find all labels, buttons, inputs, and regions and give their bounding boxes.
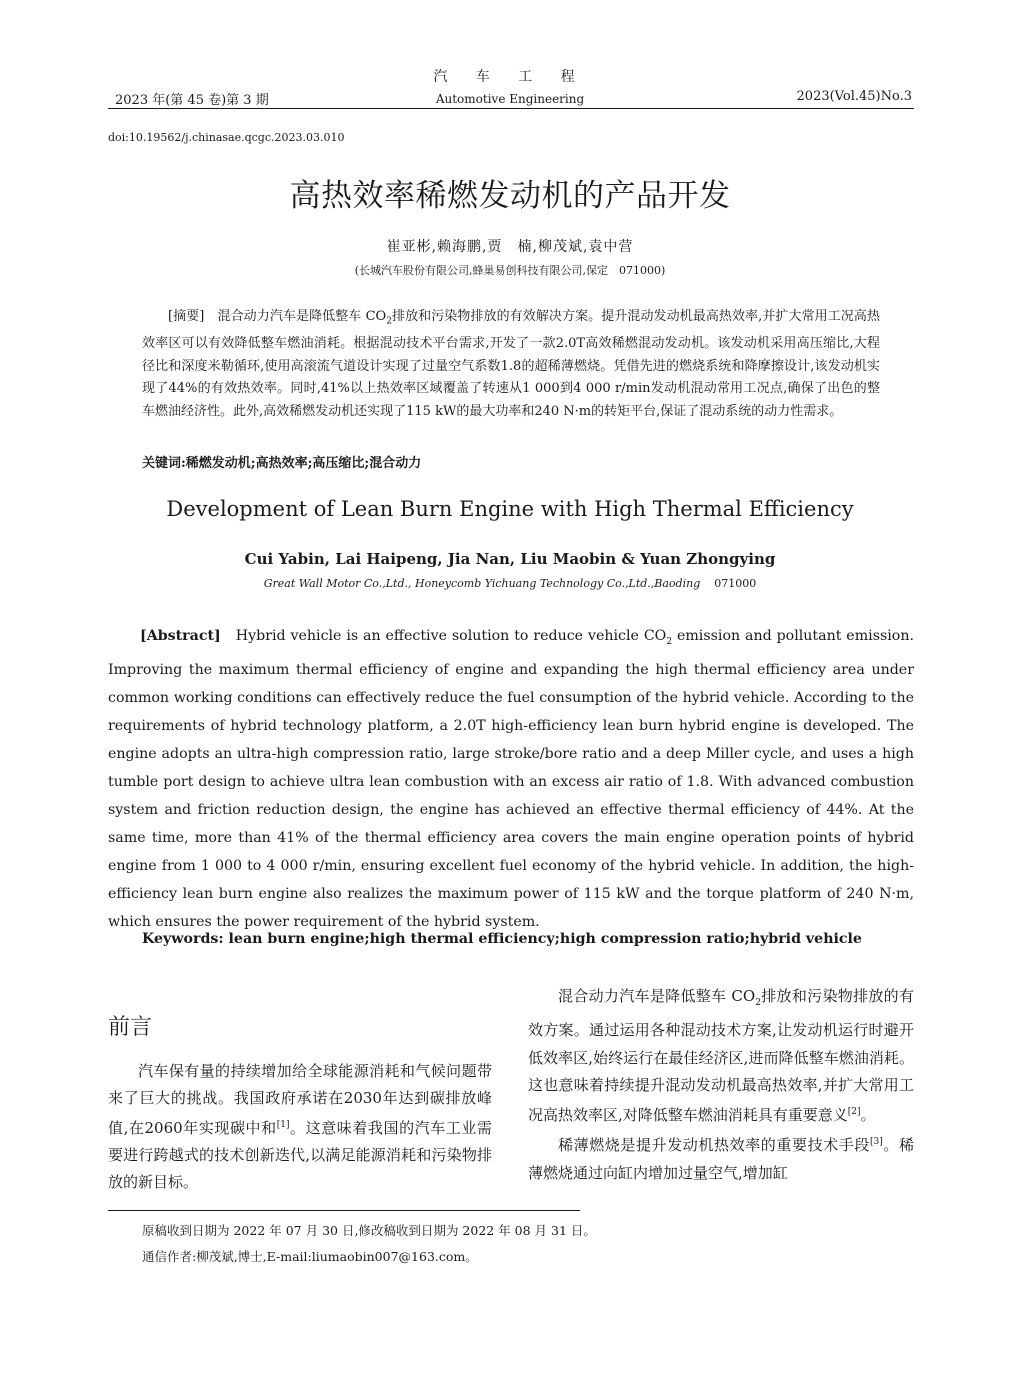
issue-info-cn: 2023 年(第 45 卷)第 3 期 bbox=[115, 93, 269, 108]
abstract-cn-text-b: 排放和污染物排放的有效解决方案。提升混动发动机最高热效率,并扩大常用工况高热效率区可以有效降低整车燃油消耗。根据混动技术平台需求,开发了一款2.0T高效稀燃混动发动机。该发动机采用高压缩比,大程径比和深度米勒循环,使用高滚流气道设计实现了过量空气系数1.8的超稀薄燃烧。凭借先进的燃烧系统和降摩擦设计,该发动机实现了44%的有效热效率。同时,41%以上热效率区域覆盖了转速从1 000到4 000 r/min发动机混动常用工况点,确保了出色的整车燃油经济性。此外,高效稀燃发动机还实现了115 kW的最大功率和240 N·m的转矩平台,保证了混动系统的动力性需求。 bbox=[142, 309, 880, 419]
abstract-en bbox=[108, 622, 914, 936]
header-rule bbox=[108, 108, 914, 109]
intro-right-p1-ref: [2] bbox=[847, 1107, 861, 1118]
intro-left-text-a: 汽车保有量的持续增加给全球能源消耗和气候问题带来了巨大的挑战。我国政府承诺在2030年达到碳排放峰值,在2060年实现碳中和 bbox=[108, 1062, 492, 1137]
footnote-corresponding: 通信作者:柳茂斌,博士,E-mail:liumaobin007@163.com。 bbox=[142, 1249, 478, 1264]
abstract-cn bbox=[142, 306, 880, 424]
intro-right-p2-ref: [3] bbox=[870, 1137, 883, 1148]
abstract-cn-sub: 2 bbox=[386, 316, 392, 327]
intro-left-text-b: 。这意味着我国的汽车工业需要进行跨越式的技术创新迭代,以满足能源消耗和污染物排放的新目标。 bbox=[108, 1119, 492, 1191]
intro-right-p1-sub: 2 bbox=[755, 998, 761, 1008]
intro-right-paragraph-1 bbox=[528, 983, 914, 1129]
intro-right-p1-text-b: 排放和污染物排放的有效方案。通过运用各种混动技术方案,让发动机运行时避开低效率区,始终运行在最佳经济区,进而降低整车燃油消耗。这也意味着持续提升混动发动机最高热效率,并扩大常用工况高热效率区,对降低整车燃油消耗具有重要意义 bbox=[528, 987, 914, 1125]
keywords-cn: 关键词:稀燃发动机;高热效率;高压缩比;混合动力 bbox=[142, 456, 422, 471]
abstract-en-sub: 2 bbox=[666, 636, 673, 647]
abstract-en-label: [Abstract] bbox=[140, 628, 221, 644]
affiliation-en bbox=[0, 577, 1020, 590]
intro-right-p2-text-b: 。稀薄燃烧通过向缸内增加过量空气,增加缸 bbox=[528, 1136, 914, 1182]
intro-right-p1-text-c: 。 bbox=[860, 1106, 876, 1125]
intro-right-column bbox=[528, 983, 914, 1187]
intro-left-paragraph bbox=[108, 1058, 492, 1196]
authors-cn: 崔亚彬,赖海鹏,贾 楠,柳茂斌,袁中营 bbox=[386, 239, 634, 255]
footnote-received: 原稿收到日期为 2022 年 07 月 30 日,修改稿收到日期为 2022 年 08 月 31 日。 bbox=[142, 1223, 596, 1238]
intro-right-paragraph-2 bbox=[528, 1129, 914, 1187]
issue-info-en: 2023(Vol.45)No.3 bbox=[796, 89, 912, 104]
abstract-cn-label: [摘要] bbox=[168, 309, 205, 324]
abstract-en-text-b: emission and pollutant emission. Improving the maximum thermal efficiency of engine and expanding the high thermal efficiency area under common working conditions can effectively reduce the fuel consumption of the hybrid vehicle. According to the requirements of hybrid technology platform, a 2.0T high-efficiency lean burn hybrid engine is developed. The engine adopts an ultra-high compression ratio, large stroke/bore ratio and a deep Miller cycle, and uses a high tumble port design to achieve ultra lean combustion with an excess air ratio of 1.8. With advanced combustion system and friction reduction design, the engine has achieved an effective thermal efficiency of 44%. At the same time, more than 41% of the thermal efficiency area covers the main engine operation points of hybrid engine from 1 000 to 4 000 r/min, ensuring excellent fuel economy of the hybrid vehicle. In addition, the high-efficiency lean burn engine also realizes the maximum power of 115 kW and the torque platform of 240 N·m, which ensures the power requirement of the hybrid system. bbox=[108, 628, 914, 930]
section-heading: 前言 bbox=[108, 1015, 153, 1040]
doi: doi:10.19562/j.chinasae.qcgc.2023.03.010 bbox=[108, 131, 345, 144]
intro-right-p1-text-a: 混合动力汽车是降低整车 CO bbox=[558, 987, 756, 1005]
footnote-rule bbox=[108, 1210, 580, 1211]
intro-right-p2-text-a: 稀薄燃烧是提升发动机热效率的重要技术手段 bbox=[558, 1136, 871, 1155]
journal-title-cn: 汽 车 工 程 bbox=[433, 69, 587, 85]
intro-left-ref: [1] bbox=[276, 1120, 290, 1130]
paper-title-cn: 高热效率稀燃发动机的产品开发 bbox=[289, 178, 731, 214]
abstract-en-text-a: Hybrid vehicle is an effective solution to reduce vehicle CO bbox=[235, 628, 667, 644]
affiliation-en-zip: 071000 bbox=[714, 577, 757, 590]
journal-title-en: Automotive Engineering bbox=[435, 92, 585, 106]
paper-title-en: Development of Lean Burn Engine with High Thermal Efficiency bbox=[166, 497, 854, 521]
keywords-en: Keywords: lean burn engine;high thermal efficiency;high compression ratio;hybrid vehicle bbox=[142, 931, 862, 947]
abstract-cn-text-a: 混合动力汽车是降低整车 CO bbox=[217, 309, 387, 324]
authors-en: Cui Yabin, Lai Haipeng, Jia Nan, Liu Maobin & Yuan Zhongying bbox=[244, 550, 776, 568]
affiliation-cn: (长城汽车股份有限公司,蜂巢易创科技有限公司,保定 071000) bbox=[354, 264, 666, 277]
affiliation-en-text: Great Wall Motor Co.,Ltd., Honeycomb Yichuang Technology Co.,Ltd.,Baoding bbox=[263, 577, 701, 590]
